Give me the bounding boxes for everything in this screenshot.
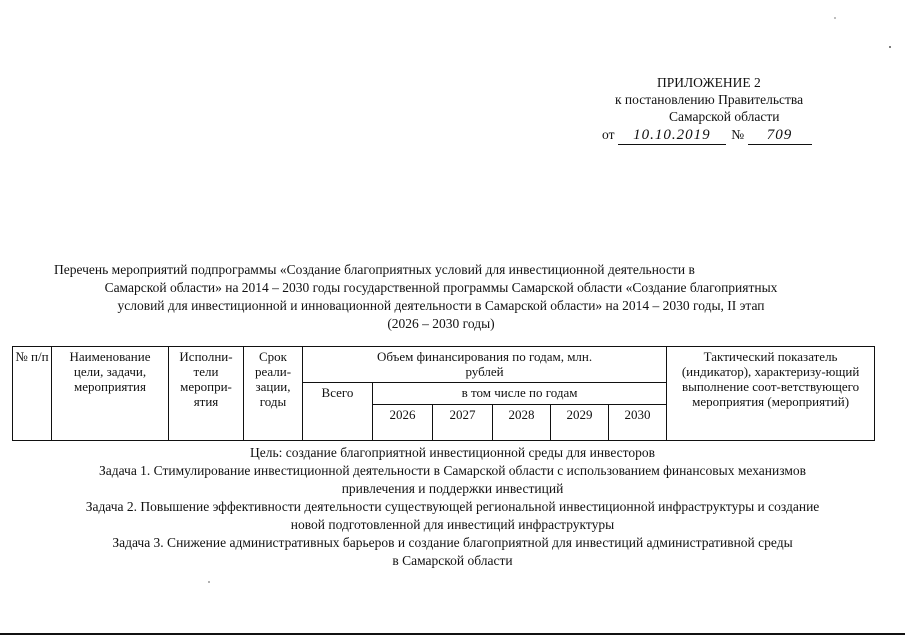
goals-section [0,444,905,570]
col-header-including: в том числе по годам [373,383,667,405]
page-bottom-edge [0,633,905,635]
col-header-name: Наименование цели, задачи, мероприятия [52,347,169,441]
col-header-year-2027: 2027 [433,405,493,441]
col-header-year-2029: 2029 [551,405,609,441]
col-header-term: Срок реали-зации, годы [244,347,303,441]
goal-line: Цель: создание благоприятной инвестиционной среды для инвесторов [249,445,656,460]
title-line-2: Самарской области» на 2014 – 2030 годы государственной программы Самарской области «Создание благоприятных [104,280,778,295]
task-1-line-1: Задача 1. Стимулирование инвестиционной деятельности в Самарской области с использованием финансовых механизмов [98,463,807,478]
date-value: 10.10.2019 [618,127,726,145]
task-2-line-2: новой подготовленной для инвестиций инфраструктуры [290,517,615,532]
task-1-line-2: привлечения и поддержки инвестиций [341,481,564,496]
appendix-decree-line: к постановлению Правительства [615,92,804,107]
title-line-1: Перечень мероприятий подпрограммы «Создание благоприятных условий для инвестиционной деятельности в [54,262,695,277]
date-prefix: от [602,127,615,142]
number-prefix: № [731,127,745,142]
number-value: 709 [748,127,812,145]
appendix-region-line: Самарской области [669,109,780,124]
document-title [20,261,862,333]
task-3-line-1: Задача 3. Снижение административных барьеров и создание благоприятной для инвестиций административной среды [112,535,793,550]
col-header-executors: Исполни-тели меропри-ятия [169,347,244,441]
task-2-line-1: Задача 2. Повышение эффективности деятельности существующей региональной инвестиционной инфраструктуры и создание [85,499,820,514]
col-header-indicator: Тактический показатель (индикатор), характеризу-ющий выполнение соот-ветствующего мероприятия (мероприятий) [667,347,875,441]
title-line-3: условий для инвестиционной и инновационной деятельности в Самарской области» на 2014 – 2030 годы, II этап [117,298,765,313]
col-header-funding: Объем финансирования по годам, млн. рублей [303,347,667,383]
col-header-total: Всего [303,383,373,441]
col-header-year-2028: 2028 [493,405,551,441]
col-header-year-2030: 2030 [609,405,667,441]
col-header-year-2026: 2026 [373,405,433,441]
scan-speck [208,581,210,583]
scan-speck [889,46,891,48]
appendix-title: ПРИЛОЖЕНИЕ 2 [657,75,761,90]
activities-table [12,346,875,441]
task-3-line-2: в Самарской области [392,553,513,568]
col-header-number: № п/п [13,347,52,441]
appendix-date-line [602,126,812,145]
scan-speck [834,17,836,19]
title-line-4: (2026 – 2030 годы) [387,316,495,331]
